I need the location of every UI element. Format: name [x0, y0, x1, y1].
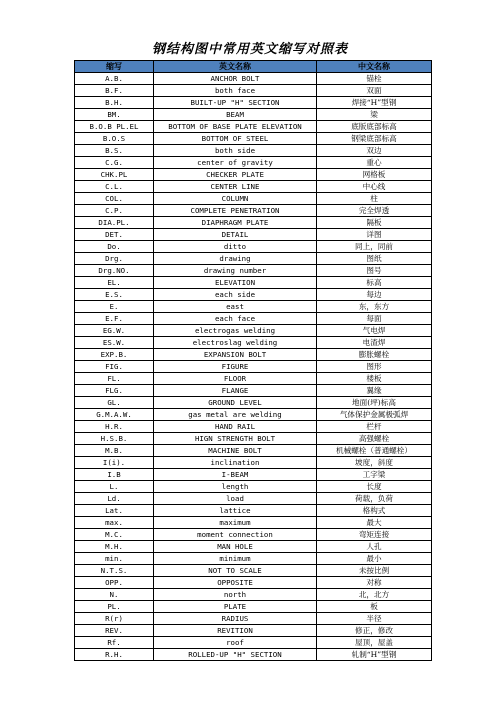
abbr-cell: EG.W.	[75, 325, 154, 337]
table-row	[75, 517, 432, 529]
abbr-cell: FL.	[75, 373, 154, 385]
abbr-cell: I(i).	[75, 457, 154, 469]
table-row	[75, 73, 432, 85]
english-name-cell: ANCHOR BOLT	[154, 73, 317, 85]
abbr-cell: M.C.	[75, 529, 154, 541]
chinese-name-cell: 东，东方	[317, 301, 432, 313]
english-name-cell: center of gravity	[154, 157, 317, 169]
english-name-cell: BUILT-UP "H" SECTION	[154, 97, 317, 109]
table-row	[75, 649, 432, 661]
english-name-cell: PLATE	[154, 601, 317, 613]
table-row	[75, 589, 432, 601]
english-name-cell: gas metal are welding	[154, 409, 317, 421]
abbr-cell: REV.	[75, 625, 154, 637]
table-row	[75, 277, 432, 289]
table-row	[75, 253, 432, 265]
table-row	[75, 541, 432, 553]
chinese-name-cell: 每边	[317, 289, 432, 301]
chinese-name-cell: 北，北方	[317, 589, 432, 601]
english-name-cell: DETAIL	[154, 229, 317, 241]
chinese-name-cell: 楼板	[317, 373, 432, 385]
column-header-english: 英文名称	[154, 61, 317, 73]
abbr-cell: C.P.	[75, 205, 154, 217]
abbr-cell: E.F.	[75, 313, 154, 325]
english-name-cell: RADIUS	[154, 613, 317, 625]
abbr-cell: GL.	[75, 397, 154, 409]
english-name-cell: EXPANSION BOLT	[154, 349, 317, 361]
english-name-cell: HIGN STRENGTH BOLT	[154, 433, 317, 445]
table-row	[75, 109, 432, 121]
table-row	[75, 625, 432, 637]
english-name-cell: north	[154, 589, 317, 601]
english-name-cell: GROUND LEVEL	[154, 397, 317, 409]
chinese-name-cell: 高强螺栓	[317, 433, 432, 445]
abbr-cell: B.O.B PL.EL	[75, 121, 154, 133]
table-row	[75, 493, 432, 505]
abbr-cell: EL.	[75, 277, 154, 289]
english-name-cell: each side	[154, 289, 317, 301]
abbr-cell: B.S.	[75, 145, 154, 157]
chinese-name-cell: 半径	[317, 613, 432, 625]
chinese-name-cell: 弯矩连接	[317, 529, 432, 541]
abbr-cell: DET.	[75, 229, 154, 241]
chinese-name-cell: 电渣焊	[317, 337, 432, 349]
abbr-cell: CHK.PL	[75, 169, 154, 181]
chinese-name-cell: 长度	[317, 481, 432, 493]
table-row	[75, 577, 432, 589]
english-name-cell: moment connection	[154, 529, 317, 541]
abbr-cell: M.H.	[75, 541, 154, 553]
table-row	[75, 529, 432, 541]
abbr-cell: B.H.	[75, 97, 154, 109]
chinese-name-cell: 中心线	[317, 181, 432, 193]
abbr-cell: E.	[75, 301, 154, 313]
abbr-cell: L.	[75, 481, 154, 493]
chinese-name-cell: 隔板	[317, 217, 432, 229]
chinese-name-cell: 屋顶，屋盖	[317, 637, 432, 649]
english-name-cell: COMPLETE PENETRATION	[154, 205, 317, 217]
chinese-name-cell: 板	[317, 601, 432, 613]
abbr-cell: Drg.NO.	[75, 265, 154, 277]
abbr-cell: Rf.	[75, 637, 154, 649]
chinese-name-cell: 双面	[317, 85, 432, 97]
english-name-cell: NOT TO SCALE	[154, 565, 317, 577]
chinese-name-cell: 人孔	[317, 541, 432, 553]
english-name-cell: CHECKER PLATE	[154, 169, 317, 181]
table-row	[75, 457, 432, 469]
chinese-name-cell: 机械螺栓（普通螺栓）	[317, 445, 432, 457]
table-row	[75, 289, 432, 301]
table-row	[75, 349, 432, 361]
english-name-cell: ditto	[154, 241, 317, 253]
english-name-cell: HAND RAIL	[154, 421, 317, 433]
table-row	[75, 265, 432, 277]
chinese-name-cell: 格构式	[317, 505, 432, 517]
table-row	[75, 241, 432, 253]
table-row	[75, 313, 432, 325]
chinese-name-cell: 同上，同前	[317, 241, 432, 253]
table-row	[75, 613, 432, 625]
table-row	[75, 157, 432, 169]
table-row	[75, 301, 432, 313]
chinese-name-cell: 每面	[317, 313, 432, 325]
table-row	[75, 229, 432, 241]
chinese-name-cell: 图形	[317, 361, 432, 373]
english-name-cell: BOTTOM OF STEEL	[154, 133, 317, 145]
table-row	[75, 385, 432, 397]
table-row	[75, 601, 432, 613]
table-row	[75, 133, 432, 145]
chinese-name-cell: 翼缘	[317, 385, 432, 397]
table-row	[75, 433, 432, 445]
chinese-name-cell: 重心	[317, 157, 432, 169]
chinese-name-cell: 对称	[317, 577, 432, 589]
table-row	[75, 397, 432, 409]
chinese-name-cell: 地面(坪)标高	[317, 397, 432, 409]
english-name-cell: both side	[154, 145, 317, 157]
table-row	[75, 337, 432, 349]
chinese-name-cell: 未按比例	[317, 565, 432, 577]
abbr-cell: R.H.	[75, 649, 154, 661]
chinese-name-cell: 双边	[317, 145, 432, 157]
table-row	[75, 97, 432, 109]
english-name-cell: load	[154, 493, 317, 505]
table-row	[75, 85, 432, 97]
chinese-name-cell: 标高	[317, 277, 432, 289]
abbr-cell: Lat.	[75, 505, 154, 517]
table-row	[75, 481, 432, 493]
table-row	[75, 421, 432, 433]
column-header-abbr: 缩写	[75, 61, 154, 73]
table-row	[75, 205, 432, 217]
english-name-cell: COLUMN	[154, 193, 317, 205]
chinese-name-cell: 图纸	[317, 253, 432, 265]
abbr-cell: Drg.	[75, 253, 154, 265]
chinese-name-cell: 栏杆	[317, 421, 432, 433]
english-name-cell: drawing	[154, 253, 317, 265]
abbr-cell: FLG.	[75, 385, 154, 397]
abbr-cell: N.	[75, 589, 154, 601]
chinese-name-cell: 图号	[317, 265, 432, 277]
chinese-name-cell: 锚栓	[317, 73, 432, 85]
english-name-cell: both face	[154, 85, 317, 97]
chinese-name-cell: 荷载，负荷	[317, 493, 432, 505]
table-row	[75, 469, 432, 481]
table-row	[75, 565, 432, 577]
chinese-name-cell: 膨胀螺栓	[317, 349, 432, 361]
abbr-cell: BM.	[75, 109, 154, 121]
english-name-cell: each face	[154, 313, 317, 325]
english-name-cell: FLANGE	[154, 385, 317, 397]
english-name-cell: drawing number	[154, 265, 317, 277]
abbr-cell: B.F.	[75, 85, 154, 97]
chinese-name-cell: 钢梁底部标高	[317, 133, 432, 145]
abbr-cell: N.T.S.	[75, 565, 154, 577]
abbr-cell: FIG.	[75, 361, 154, 373]
english-name-cell: MAN HOLE	[154, 541, 317, 553]
abbr-cell: G.M.A.W.	[75, 409, 154, 421]
table-row	[75, 505, 432, 517]
table-row	[75, 181, 432, 193]
chinese-name-cell: 柱	[317, 193, 432, 205]
abbr-cell: PL.	[75, 601, 154, 613]
abbr-cell: I.B	[75, 469, 154, 481]
abbr-cell: ES.W.	[75, 337, 154, 349]
table-row	[75, 193, 432, 205]
english-name-cell: ROLLED-UP "H" SECTION	[154, 649, 317, 661]
abbr-cell: OPP.	[75, 577, 154, 589]
abbr-cell: EXP.B.	[75, 349, 154, 361]
chinese-name-cell: 梁	[317, 109, 432, 121]
chinese-name-cell: 最小	[317, 553, 432, 565]
chinese-name-cell: 轧制“H”型钢	[317, 649, 432, 661]
abbr-cell: max.	[75, 517, 154, 529]
table-row	[75, 409, 432, 421]
table-row	[75, 325, 432, 337]
page-title: 钢结构图中常用英文缩写对照表	[151, 42, 348, 57]
abbr-cell: M.B.	[75, 445, 154, 457]
chinese-name-cell: 完全焊透	[317, 205, 432, 217]
chinese-name-cell: 气电焊	[317, 325, 432, 337]
english-name-cell: BOTTOM OF BASE PLATE ELEVATION	[154, 121, 317, 133]
abbr-cell: H.S.B.	[75, 433, 154, 445]
english-name-cell: I-BEAM	[154, 469, 317, 481]
table-row	[75, 361, 432, 373]
abbr-cell: COL.	[75, 193, 154, 205]
chinese-name-cell: 修正，修改	[317, 625, 432, 637]
table-row	[75, 445, 432, 457]
chinese-name-cell: 详图	[317, 229, 432, 241]
column-header-chinese: 中文名称	[317, 61, 432, 73]
abbr-cell: C.L.	[75, 181, 154, 193]
table-row	[75, 373, 432, 385]
table-row	[75, 145, 432, 157]
english-name-cell: electrogas welding	[154, 325, 317, 337]
abbr-cell: A.B.	[75, 73, 154, 85]
table-body	[75, 73, 432, 661]
table-row	[75, 217, 432, 229]
chinese-name-cell: 坡度，斜度	[317, 457, 432, 469]
english-name-cell: REVITION	[154, 625, 317, 637]
english-name-cell: MACHINE BOLT	[154, 445, 317, 457]
english-name-cell: FIGURE	[154, 361, 317, 373]
table-row	[75, 169, 432, 181]
chinese-name-cell: 网格板	[317, 169, 432, 181]
english-name-cell: CENTER LINE	[154, 181, 317, 193]
english-name-cell: inclination	[154, 457, 317, 469]
english-name-cell: east	[154, 301, 317, 313]
english-name-cell: OPPOSITE	[154, 577, 317, 589]
table-row	[75, 553, 432, 565]
english-name-cell: DIAPHRAGM PLATE	[154, 217, 317, 229]
abbr-cell: R(r)	[75, 613, 154, 625]
english-name-cell: electroslag welding	[154, 337, 317, 349]
english-name-cell: BEAM	[154, 109, 317, 121]
abbr-cell: E.S.	[75, 289, 154, 301]
english-name-cell: lattice	[154, 505, 317, 517]
english-name-cell: maximum	[154, 517, 317, 529]
abbr-cell: Do.	[75, 241, 154, 253]
abbr-cell: C.G.	[75, 157, 154, 169]
english-name-cell: FLOOR	[154, 373, 317, 385]
table-row	[75, 121, 432, 133]
table-header-row	[75, 61, 432, 73]
abbr-cell: Ld.	[75, 493, 154, 505]
english-name-cell: ELEVATION	[154, 277, 317, 289]
abbr-cell: B.O.S	[75, 133, 154, 145]
english-name-cell: length	[154, 481, 317, 493]
chinese-name-cell: 底版底部标高	[317, 121, 432, 133]
chinese-name-cell: 气体保护金属极弧焊	[317, 409, 432, 421]
abbr-cell: DIA.PL.	[75, 217, 154, 229]
english-name-cell: roof	[154, 637, 317, 649]
english-name-cell: minimum	[154, 553, 317, 565]
chinese-name-cell: 最大	[317, 517, 432, 529]
chinese-name-cell: 焊接“H”型钢	[317, 97, 432, 109]
table-row	[75, 637, 432, 649]
abbreviation-table	[74, 60, 432, 661]
chinese-name-cell: 工字梁	[317, 469, 432, 481]
abbr-cell: H.R.	[75, 421, 154, 433]
abbr-cell: min.	[75, 553, 154, 565]
